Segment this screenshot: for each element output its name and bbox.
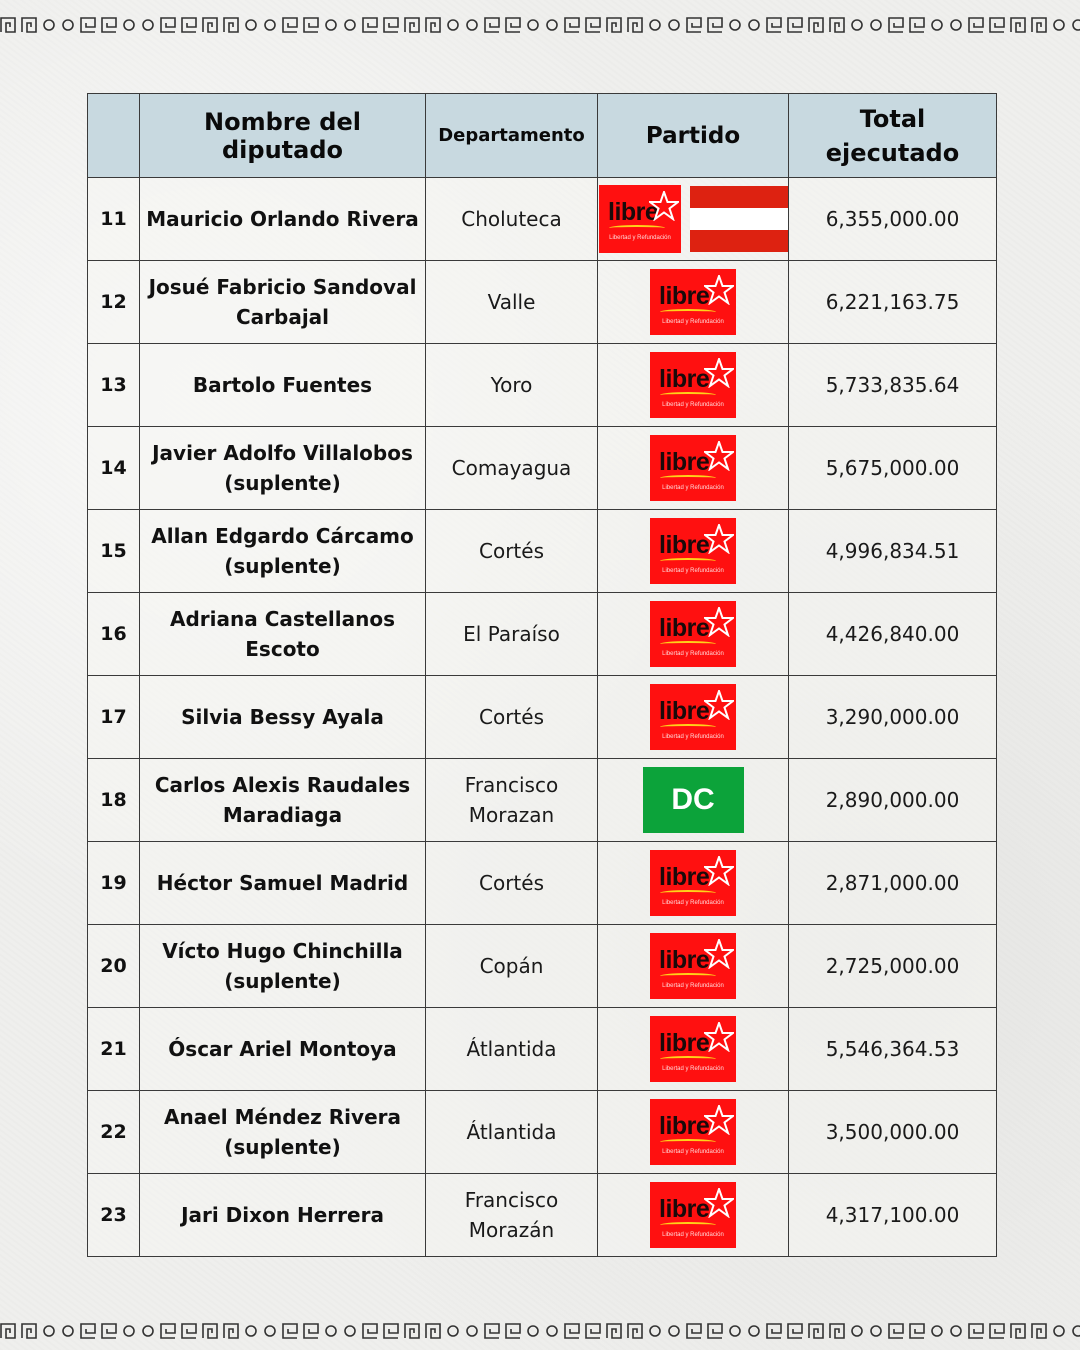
logo-swoosh <box>660 1056 716 1062</box>
circle-ornament-icon <box>1052 1324 1066 1338</box>
spiral-ornament-icon <box>425 17 441 33</box>
spiral-ornament-icon <box>383 1323 399 1339</box>
spiral-ornament-icon <box>829 17 845 33</box>
logo-swoosh <box>660 973 716 979</box>
spiral-ornament-icon <box>686 1323 702 1339</box>
department: Cortés <box>426 676 598 759</box>
logo-swoosh <box>660 641 716 647</box>
party-cell <box>598 593 789 676</box>
libre-logo-tagline: Libertad y Refundación <box>662 1232 724 1238</box>
table-row <box>88 1174 997 1257</box>
total-executed: 6,355,000.00 <box>789 178 997 261</box>
spiral-ornament-icon <box>21 17 37 33</box>
deputy-name: Adriana Castellanos Escoto <box>140 593 426 676</box>
spiral-ornament-icon <box>787 1323 803 1339</box>
deputy-name: Allan Edgardo Cárcamo (suplente) <box>140 510 426 593</box>
table-row <box>88 178 997 261</box>
circle-ornament-icon <box>1052 18 1066 32</box>
libre-logo-word: libre <box>659 531 710 559</box>
circle-ornament-icon <box>343 1324 357 1338</box>
header-index <box>88 94 140 178</box>
spiral-ornament-icon <box>223 17 239 33</box>
libre-party-logo <box>650 518 736 584</box>
star-icon <box>704 1105 734 1139</box>
row-number: 11 <box>88 178 140 261</box>
department: Copán <box>426 925 598 1008</box>
libre-logo-tagline: Libertad y Refundación <box>662 319 724 325</box>
deputy-name: Javier Adolfo Villalobos (suplente) <box>140 427 426 510</box>
total-executed: 4,317,100.00 <box>789 1174 997 1257</box>
circle-ornament-icon <box>930 1324 944 1338</box>
libre-logo-tagline: Libertad y Refundación <box>662 485 724 491</box>
star-icon <box>704 441 734 475</box>
circle-ornament-icon <box>545 18 559 32</box>
spiral-ornament-icon <box>968 17 984 33</box>
circle-ornament-icon <box>869 18 883 32</box>
spiral-ornament-icon <box>282 17 298 33</box>
total-executed: 5,546,364.53 <box>789 1008 997 1091</box>
row-number: 18 <box>88 759 140 842</box>
table-row <box>88 842 997 925</box>
spiral-ornament-icon <box>101 1323 117 1339</box>
circle-ornament-icon <box>1071 18 1080 32</box>
circle-ornament-icon <box>324 1324 338 1338</box>
table-header-row <box>88 94 997 178</box>
libre-party-logo <box>650 435 736 501</box>
party-cell <box>598 1174 789 1257</box>
circle-ornament-icon <box>244 1324 258 1338</box>
spiral-ornament-icon <box>627 17 643 33</box>
spiral-ornament-icon <box>0 1323 16 1339</box>
deputy-name: Silvia Bessy Ayala <box>140 676 426 759</box>
libre-logo-tagline: Libertad y Refundación <box>662 568 724 574</box>
table-row <box>88 510 997 593</box>
libre-logo-word: libre <box>659 365 710 393</box>
header-department: Departamento <box>426 94 598 178</box>
circle-ornament-icon <box>526 1324 540 1338</box>
party-cell <box>598 261 789 344</box>
deputy-name: Vícto Hugo Chinchilla (suplente) <box>140 925 426 1008</box>
circle-ornament-icon <box>869 1324 883 1338</box>
circle-ornament-icon <box>648 18 662 32</box>
row-number: 16 <box>88 593 140 676</box>
spiral-ornament-icon <box>808 1323 824 1339</box>
circle-ornament-icon <box>747 1324 761 1338</box>
circle-ornament-icon <box>446 1324 460 1338</box>
circle-ornament-icon <box>61 18 75 32</box>
bottom-ornament-border <box>0 1322 1080 1340</box>
libre-logo-tagline: Libertad y Refundación <box>662 1066 724 1072</box>
total-executed: 2,725,000.00 <box>789 925 997 1008</box>
department: El Paraíso <box>426 593 598 676</box>
circle-ornament-icon <box>324 18 338 32</box>
logo-swoosh <box>660 309 716 315</box>
total-executed: 3,290,000.00 <box>789 676 997 759</box>
libre-logo-tagline: Libertad y Refundación <box>662 983 724 989</box>
circle-ornament-icon <box>949 1324 963 1338</box>
total-executed: 4,996,834.51 <box>789 510 997 593</box>
libre-party-logo <box>650 601 736 667</box>
libre-logo-word: libre <box>659 1195 710 1223</box>
spiral-ornament-icon <box>21 1323 37 1339</box>
row-number: 13 <box>88 344 140 427</box>
spiral-ornament-icon <box>383 17 399 33</box>
star-icon <box>704 1188 734 1222</box>
total-executed: 6,221,163.75 <box>789 261 997 344</box>
row-number: 20 <box>88 925 140 1008</box>
row-number: 14 <box>88 427 140 510</box>
deputy-name: Héctor Samuel Madrid <box>140 842 426 925</box>
spiral-ornament-icon <box>223 1323 239 1339</box>
libre-logo-word: libre <box>659 946 710 974</box>
spiral-ornament-icon <box>1010 17 1026 33</box>
star-icon <box>704 939 734 973</box>
table-row <box>88 427 997 510</box>
header-total <box>789 94 997 178</box>
spiral-ornament-icon <box>282 1323 298 1339</box>
spiral-ornament-icon <box>787 17 803 33</box>
spiral-ornament-icon <box>181 17 197 33</box>
spiral-ornament-icon <box>1031 17 1047 33</box>
libre-logo-tagline: Libertad y Refundación <box>662 734 724 740</box>
deputy-name: Óscar Ariel Montoya <box>140 1008 426 1091</box>
party-cell <box>598 1091 789 1174</box>
spiral-ornament-icon <box>484 17 500 33</box>
department: Francisco Morazán <box>426 1174 598 1257</box>
row-number: 15 <box>88 510 140 593</box>
libre-logo-tagline: Libertad y Refundación <box>662 402 724 408</box>
department: Cortés <box>426 842 598 925</box>
party-cell <box>598 344 789 427</box>
row-number: 19 <box>88 842 140 925</box>
total-executed: 5,675,000.00 <box>789 427 997 510</box>
table-row <box>88 1091 997 1174</box>
table-row <box>88 676 997 759</box>
circle-ornament-icon <box>648 1324 662 1338</box>
star-icon <box>704 358 734 392</box>
spiral-ornament-icon <box>707 17 723 33</box>
libre-party-logo <box>650 269 736 335</box>
star-icon <box>704 275 734 309</box>
spiral-ornament-icon <box>0 17 16 33</box>
libre-logo-tagline: Libertad y Refundación <box>662 651 724 657</box>
top-ornament-border <box>0 16 1080 34</box>
libre-party-logo <box>650 1182 736 1248</box>
department: Yoro <box>426 344 598 427</box>
party-cell <box>598 676 789 759</box>
spiral-ornament-icon <box>160 17 176 33</box>
header-total-line1: Total <box>859 104 926 133</box>
star-icon <box>704 524 734 558</box>
spiral-ornament-icon <box>202 17 218 33</box>
deputy-name: Mauricio Orlando Rivera <box>140 178 426 261</box>
row-number: 17 <box>88 676 140 759</box>
deputy-name: Jari Dixon Herrera <box>140 1174 426 1257</box>
circle-ornament-icon <box>747 18 761 32</box>
libre-party-logo <box>650 1016 736 1082</box>
party-cell <box>598 510 789 593</box>
logo-swoosh <box>660 392 716 398</box>
header-party: Partido <box>598 94 789 178</box>
spiral-ornament-icon <box>404 1323 420 1339</box>
circle-ornament-icon <box>263 18 277 32</box>
party-cell <box>598 759 789 842</box>
spiral-ornament-icon <box>404 17 420 33</box>
spiral-ornament-icon <box>909 1323 925 1339</box>
libre-logo-word: libre <box>659 282 710 310</box>
spiral-ornament-icon <box>484 1323 500 1339</box>
spiral-ornament-icon <box>1031 1323 1047 1339</box>
libre-logo-word: libre <box>659 697 710 725</box>
spiral-ornament-icon <box>101 17 117 33</box>
logo-swoosh <box>660 890 716 896</box>
spiral-ornament-icon <box>160 1323 176 1339</box>
row-number: 12 <box>88 261 140 344</box>
star-icon <box>704 690 734 724</box>
party-cell <box>598 842 789 925</box>
department: Francisco Morazan <box>426 759 598 842</box>
party-cell <box>598 1008 789 1091</box>
spiral-ornament-icon <box>362 1323 378 1339</box>
circle-ornament-icon <box>244 18 258 32</box>
spiral-ornament-icon <box>202 1323 218 1339</box>
party-flag-icon <box>690 186 788 252</box>
total-executed: 5,733,835.64 <box>789 344 997 427</box>
spiral-ornament-icon <box>585 17 601 33</box>
circle-ornament-icon <box>949 18 963 32</box>
department: Comayagua <box>426 427 598 510</box>
table-row <box>88 925 997 1008</box>
department: Átlantida <box>426 1008 598 1091</box>
spiral-ornament-icon <box>564 1323 580 1339</box>
spiral-ornament-icon <box>1010 1323 1026 1339</box>
total-executed: 3,500,000.00 <box>789 1091 997 1174</box>
spiral-ornament-icon <box>888 17 904 33</box>
spiral-ornament-icon <box>564 17 580 33</box>
total-executed: 2,871,000.00 <box>789 842 997 925</box>
spiral-ornament-icon <box>888 1323 904 1339</box>
header-total-line2: ejecutado <box>825 138 960 167</box>
deputies-spending-table <box>87 93 997 1257</box>
department: Cortés <box>426 510 598 593</box>
libre-logo-tagline: Libertad y Refundación <box>662 900 724 906</box>
libre-party-logo <box>650 850 736 916</box>
party-cell <box>598 925 789 1008</box>
department: Choluteca <box>426 178 598 261</box>
spiral-ornament-icon <box>989 1323 1005 1339</box>
total-executed: 2,890,000.00 <box>789 759 997 842</box>
libre-logo-word: libre <box>608 198 659 226</box>
circle-ornament-icon <box>728 1324 742 1338</box>
circle-ornament-icon <box>930 18 944 32</box>
libre-party-logo <box>599 185 681 253</box>
circle-ornament-icon <box>42 1324 56 1338</box>
libre-party-logo <box>650 1099 736 1165</box>
star-icon <box>704 856 734 890</box>
spiral-ornament-icon <box>606 17 622 33</box>
table-row <box>88 1008 997 1091</box>
spiral-ornament-icon <box>303 17 319 33</box>
spiral-ornament-icon <box>505 17 521 33</box>
row-number: 22 <box>88 1091 140 1174</box>
circle-ornament-icon <box>141 18 155 32</box>
row-number: 21 <box>88 1008 140 1091</box>
spiral-ornament-icon <box>303 1323 319 1339</box>
deputy-name: Bartolo Fuentes <box>140 344 426 427</box>
circle-ornament-icon <box>446 18 460 32</box>
circle-ornament-icon <box>667 18 681 32</box>
header-name: Nombre del diputado <box>140 94 426 178</box>
spiral-ornament-icon <box>766 17 782 33</box>
spiral-ornament-icon <box>909 17 925 33</box>
libre-logo-word: libre <box>659 448 710 476</box>
libre-logo-word: libre <box>659 614 710 642</box>
circle-ornament-icon <box>850 18 864 32</box>
libre-logo-tagline: Libertad y Refundación <box>662 1149 724 1155</box>
libre-logo-word: libre <box>659 1112 710 1140</box>
libre-party-logo <box>650 352 736 418</box>
circle-ornament-icon <box>1071 1324 1080 1338</box>
circle-ornament-icon <box>61 1324 75 1338</box>
libre-party-logo <box>650 933 736 999</box>
spiral-ornament-icon <box>80 1323 96 1339</box>
deputy-name: Anael Méndez Rivera (suplente) <box>140 1091 426 1174</box>
logo-swoosh <box>660 1222 716 1228</box>
circle-ornament-icon <box>263 1324 277 1338</box>
spiral-ornament-icon <box>686 17 702 33</box>
logo-swoosh <box>660 1139 716 1145</box>
logo-swoosh <box>660 475 716 481</box>
circle-ornament-icon <box>545 1324 559 1338</box>
star-icon <box>649 191 679 225</box>
table-row <box>88 344 997 427</box>
libre-logo-word: libre <box>659 863 710 891</box>
spiral-ornament-icon <box>606 1323 622 1339</box>
logo-swoosh <box>660 558 716 564</box>
circle-ornament-icon <box>122 1324 136 1338</box>
table-row <box>88 759 997 842</box>
deputy-name: Carlos Alexis Raudales Maradiaga <box>140 759 426 842</box>
libre-logo-word: libre <box>659 1029 710 1057</box>
spiral-ornament-icon <box>181 1323 197 1339</box>
party-cell <box>598 178 789 261</box>
spiral-ornament-icon <box>627 1323 643 1339</box>
logo-swoosh <box>609 225 665 231</box>
circle-ornament-icon <box>667 1324 681 1338</box>
star-icon <box>704 607 734 641</box>
libre-logo-tagline: Libertad y Refundación <box>609 235 671 241</box>
total-executed: 4,426,840.00 <box>789 593 997 676</box>
department: Átlantida <box>426 1091 598 1174</box>
circle-ornament-icon <box>122 18 136 32</box>
spiral-ornament-icon <box>968 1323 984 1339</box>
spiral-ornament-icon <box>808 17 824 33</box>
circle-ornament-icon <box>343 18 357 32</box>
dc-party-logo: DC <box>643 767 744 833</box>
spiral-ornament-icon <box>707 1323 723 1339</box>
table-row <box>88 593 997 676</box>
spiral-ornament-icon <box>585 1323 601 1339</box>
spiral-ornament-icon <box>989 17 1005 33</box>
spiral-ornament-icon <box>80 17 96 33</box>
circle-ornament-icon <box>728 18 742 32</box>
circle-ornament-icon <box>526 18 540 32</box>
spiral-ornament-icon <box>766 1323 782 1339</box>
party-cell <box>598 427 789 510</box>
row-number: 23 <box>88 1174 140 1257</box>
circle-ornament-icon <box>850 1324 864 1338</box>
star-icon <box>704 1022 734 1056</box>
spiral-ornament-icon <box>505 1323 521 1339</box>
circle-ornament-icon <box>465 1324 479 1338</box>
deputy-name: Josué Fabricio Sandoval Carbajal <box>140 261 426 344</box>
department: Valle <box>426 261 598 344</box>
spiral-ornament-icon <box>362 17 378 33</box>
circle-ornament-icon <box>42 18 56 32</box>
spiral-ornament-icon <box>829 1323 845 1339</box>
logo-swoosh <box>660 724 716 730</box>
table-row <box>88 261 997 344</box>
spiral-ornament-icon <box>425 1323 441 1339</box>
circle-ornament-icon <box>465 18 479 32</box>
libre-party-logo <box>650 684 736 750</box>
circle-ornament-icon <box>141 1324 155 1338</box>
